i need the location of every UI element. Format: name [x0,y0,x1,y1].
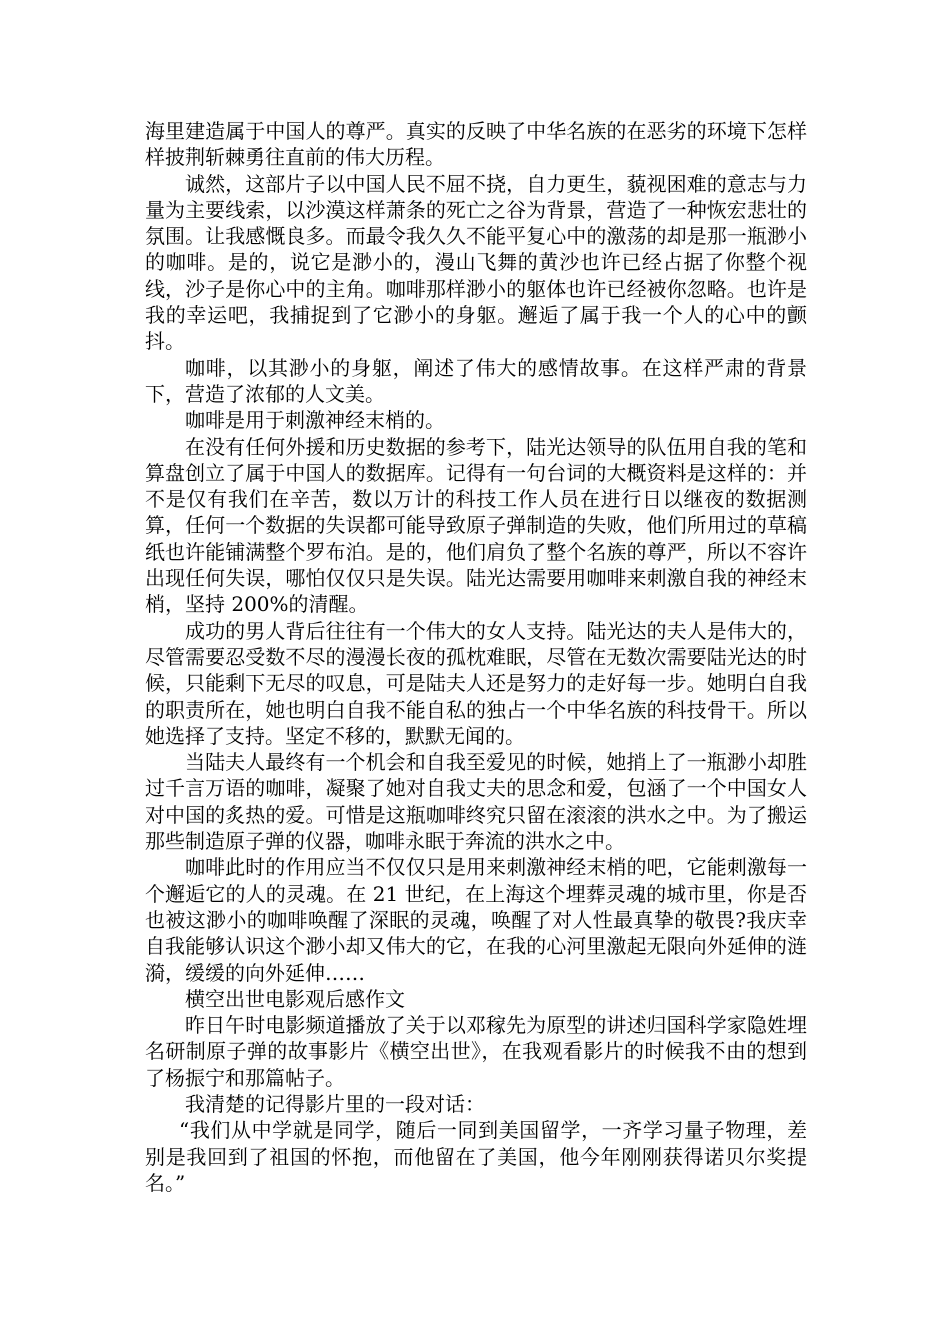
document-page [145,118,807,1196]
paragraph-database: 在没有任何外援和历史数据的参考下，陆光达领导的队伍用自我的笔和算盘创立了属于中国人的数据库。记得有一句台词的大概资料是这样的：并不是仅有我们在辛苦，数以万计的科技工作人员在进行日以继夜的数据测算，任何一个数据的失误都可能导致原子弹制造的失败，他们所用过的草稿纸也许能铺满整个罗布泊。是的，他们肩负了整个名族的尊严，所以不容许出现任何失误，哪怕仅仅只是失误。陆光达需要用咖啡来刺激自我的神经末梢，坚持 200%的清醒。 [145,434,807,617]
paragraph-coffee-story: 咖啡，以其渺小的身躯，阐述了伟大的感情故事。在这样严肃的背景下，营造了浓郁的人文美。 [145,355,807,406]
paragraph-coffee-gift: 当陆夫人最终有一个机会和自我至爱见的时候，她捎上了一瓶渺小却胜过千言万语的咖啡，凝聚了她对自我丈夫的思念和爱，包涵了一个中国女人对中国的炙热的爱。可惜是这瓶咖啡终究只留在滚滚的洪水之中。为了搬运那些制造原子弹的仪器，咖啡永眠于奔流的洪水之中。 [145,750,807,854]
paragraph-soul: 咖啡此时的作用应当不仅仅只是用来刺激神经末梢的吧，它能刺激每一个邂逅它的人的灵魂。在 21 世纪，在上海这个埋葬灵魂的城市里，你是否也被这渺小的咖啡唤醒了深眠的灵魂，唤醒了对人性最真挚的敬畏?我庆幸自我能够认识这个渺小却又伟大的它，在我的心河里激起无限向外延伸的涟漪，缓缓的向外延伸…… [145,855,807,985]
section-title: 横空出世电影观后感作文 [185,986,405,1011]
paragraph-wife-support: 成功的男人背后往往有一个伟大的女人支持。陆光达的夫人是伟大的，尽管需要忍受数不尽的漫漫长夜的孤枕难眠，尽管在无数次需要陆光达的时候，只能剩下无尽的叹息，可是陆夫人还是努力的走好每一步。她明白自我的职责所在，她也明白自我不能自私的独占一个中华名族的科技骨干。所以她选择了支持。坚定不移的，默默无闻的。 [145,618,807,748]
paragraph-dialogue-quote: “我们从中学就是同学，随后一同到美国留学，一齐学习量子物理，差别是我回到了祖国的怀抱，而他留在了美国，他今年刚刚获得诺贝尔奖提名。” [145,1118,807,1195]
paragraph-dialogue-intro: 我清楚的记得影片里的一段对话： [185,1091,485,1116]
paragraph-film-broadcast: 昨日午时电影频道播放了关于以邓稼先为原型的讲述归国科学家隐姓埋名研制原子弹的故事影片《横空出世》，在我观看影片的时候我不由的想到了杨振宁和那篇帖子。 [145,1013,807,1090]
paragraph-coffee-purpose: 咖啡是用于刺激神经末梢的。 [185,408,445,433]
paragraph-continuation: 海里建造属于中国人的尊严。真实的反映了中华名族的在恶劣的环境下怎样样披荆斩棘勇往直前的伟大历程。 [145,119,807,170]
paragraph-film-theme: 诚然，这部片子以中国人民不屈不挠，自力更生，藐视困难的意志与力量为主要线索，以沙漠这样萧条的死亡之谷为背景，营造了一种恢宏悲壮的氛围。让我感慨良多。而最令我久久不能平复心中的激荡的却是那一瓶渺小的咖啡。是的，说它是渺小的，漫山飞舞的黄沙也许已经占据了你整个视线，沙子是你心中的主角。咖啡那样渺小的躯体也许已经被你忽略。也许是我的幸运吧，我捕捉到了它渺小的身躯。邂逅了属于我一个人的心中的颤抖。 [145,171,807,354]
